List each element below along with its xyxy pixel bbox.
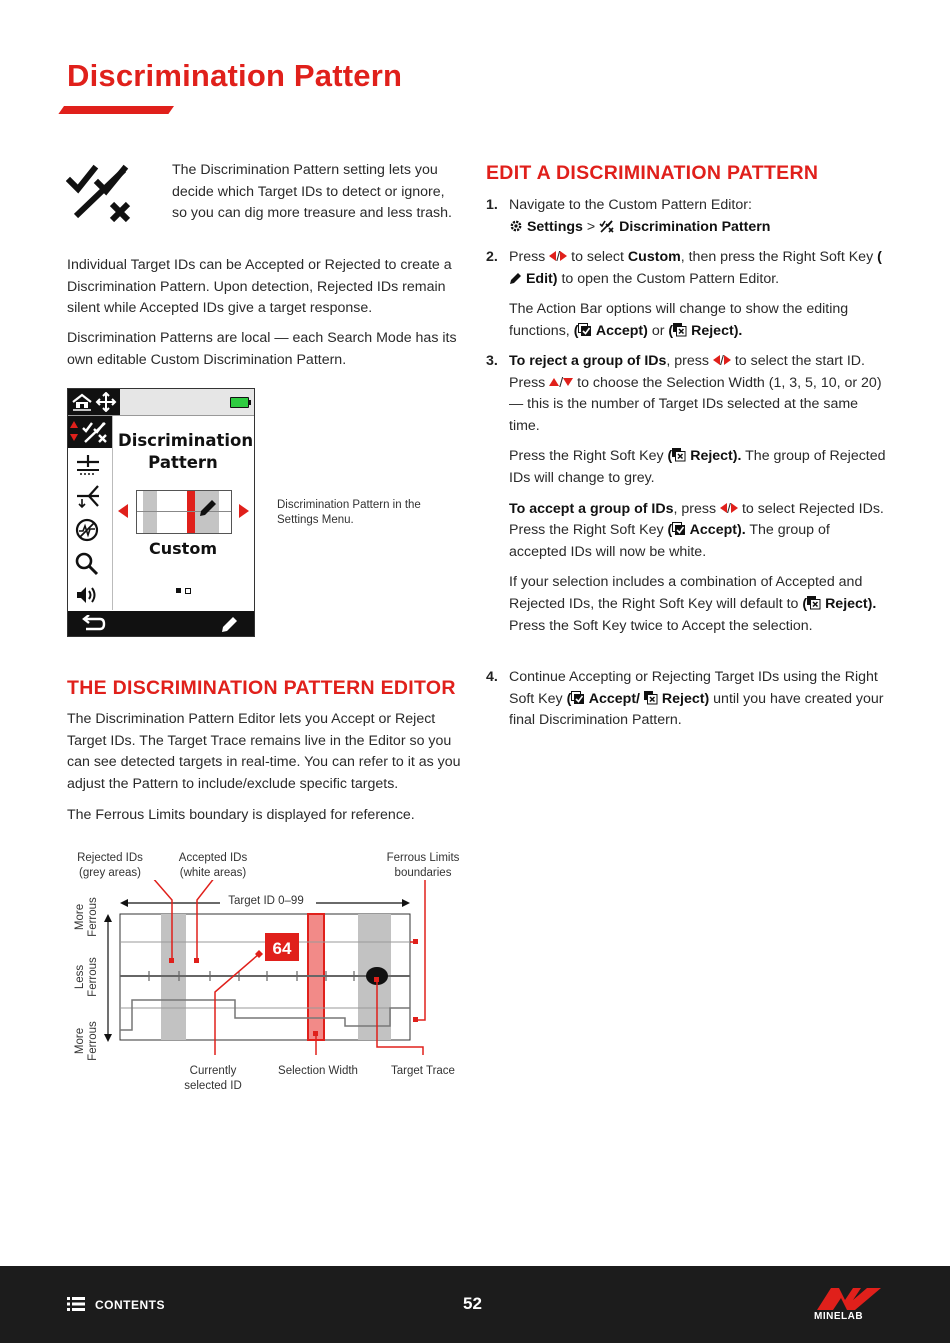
step-4: 4. Continue Accepting or Rejecting Target IDs using the Right Soft Key ( Accept/ Reject) until you have created your final Discrimination Pattern.	[486, 669, 884, 729]
editor-paragraph-1: The Discrimination Pattern Editor lets you Accept or Reject Target IDs. The Target Trace remains live in the Editor so you can see detected targets in real-time. You can refer to it as you adjust the Pattern to include/exclude specific targets.	[67, 711, 461, 792]
step-2: 2. Press / to select Custom, then press the Right Soft Key ( Edit) to open the Custom Pattern Editor. The Action Bar options will change to show the editing functions, ( Accept) or ( Reject).	[486, 249, 882, 339]
discrimination-icon	[599, 219, 615, 233]
accept-icon	[672, 522, 686, 536]
device-title: Discrimination Pattern	[118, 431, 254, 472]
edit-icon	[509, 272, 522, 285]
selected-id-value: 64	[272, 939, 292, 958]
intro-paragraph-3: Discrimination Patterns are local — each Search Mode has its own editable Custom Discrimination Pattern.	[67, 330, 457, 368]
intro-paragraph-1: The Discrimination Pattern setting lets you decide which Target IDs to detect or ignore, so you can dig more treasure and less trash.	[172, 162, 452, 222]
label-ferrous-limits: Ferrous Limits boundaries	[386, 852, 460, 879]
y-label-mid: Less Ferrous	[74, 957, 99, 997]
sensitivity-icon	[74, 483, 102, 509]
step-1: 1. Navigate to the Custom Pattern Editor: Settings > Discrimination Pattern	[486, 197, 771, 235]
intro-paragraph-2: Individual Target IDs can be Accepted or Rejected to create a Discrimination Pattern. Upon detection, Rejected IDs remain silent while Accepted IDs give a target response.	[67, 257, 452, 317]
title-underline	[58, 106, 174, 114]
label-accepted-ids: Accepted IDs (white areas)	[178, 852, 248, 879]
page-dot	[185, 588, 191, 594]
y-label-bottom: More Ferrous	[74, 1021, 99, 1061]
label-target-trace: Target Trace	[391, 1065, 455, 1077]
gear-icon	[509, 219, 523, 233]
home-icon	[71, 392, 93, 412]
noise-cancel-icon	[74, 517, 100, 543]
device-value: Custom	[149, 539, 217, 558]
left-arrow-icon[interactable]	[117, 503, 129, 519]
y-label-top: More Ferrous	[74, 897, 99, 937]
label-rejected-ids: Rejected IDs (grey areas)	[77, 852, 143, 879]
editor-heading: THE DISCRIMINATION PATTERN EDITOR	[67, 677, 456, 699]
volume-icon	[74, 584, 100, 606]
edit-icon	[197, 497, 219, 519]
accept-icon	[578, 323, 592, 337]
back-icon[interactable]	[80, 615, 106, 633]
accept-icon	[571, 691, 585, 705]
reject-icon	[673, 323, 687, 337]
reject-icon	[807, 596, 821, 610]
pattern-preview	[136, 490, 232, 534]
battery-icon	[230, 397, 249, 408]
edit-softkey-icon[interactable]	[220, 615, 240, 633]
list-icon[interactable]	[67, 1297, 85, 1311]
contents-link[interactable]: CONTENTS	[95, 1298, 165, 1312]
editor-paragraph-2: The Ferrous Limits boundary is displayed for reference.	[67, 807, 415, 823]
step-3: 3. To reject a group of IDs, press / to select the start ID. Press / to choose the Selection Width (1, 3, 5, 10, or 20) — this is the number of Target IDs selected at the same time. Press the Right Soft Key ( Reject). The group of Rejected IDs will change to grey. To accept a group of IDs, press / to select Rejected IDs. Press the Right Soft Key ( Accept). The group of accepted IDs will now be white. If your selection includes a combination of Accepted and Rejected IDs, the Right Soft Key will default to ( Reject). Press the Soft Key twice to Accept the selection.	[486, 353, 886, 634]
page-dot-active	[176, 588, 181, 593]
edit-heading: EDIT A DISCRIMINATION PATTERN	[486, 162, 819, 184]
label-selection-width: Selection Width	[278, 1065, 358, 1077]
move-icon	[95, 392, 117, 412]
search-icon	[74, 551, 100, 577]
discrimination-pattern-icon	[66, 164, 134, 222]
reject-icon	[644, 691, 658, 705]
axis-label: Target ID 0–99	[228, 895, 304, 907]
page-title: Discrimination Pattern	[67, 58, 403, 93]
device-screen	[67, 388, 255, 637]
right-arrow-icon[interactable]	[238, 503, 250, 519]
discrimination-icon	[81, 420, 109, 444]
label-current-id: Currently selected ID	[184, 1065, 242, 1092]
minelab-logo-icon	[815, 1286, 883, 1312]
brand-name: MINELAB	[814, 1311, 864, 1322]
reject-icon	[672, 448, 686, 462]
device-caption: Discrimination Pattern in the Settings Menu.	[277, 499, 421, 526]
ground-balance-icon	[74, 453, 102, 475]
page-number: 52	[463, 1294, 482, 1313]
